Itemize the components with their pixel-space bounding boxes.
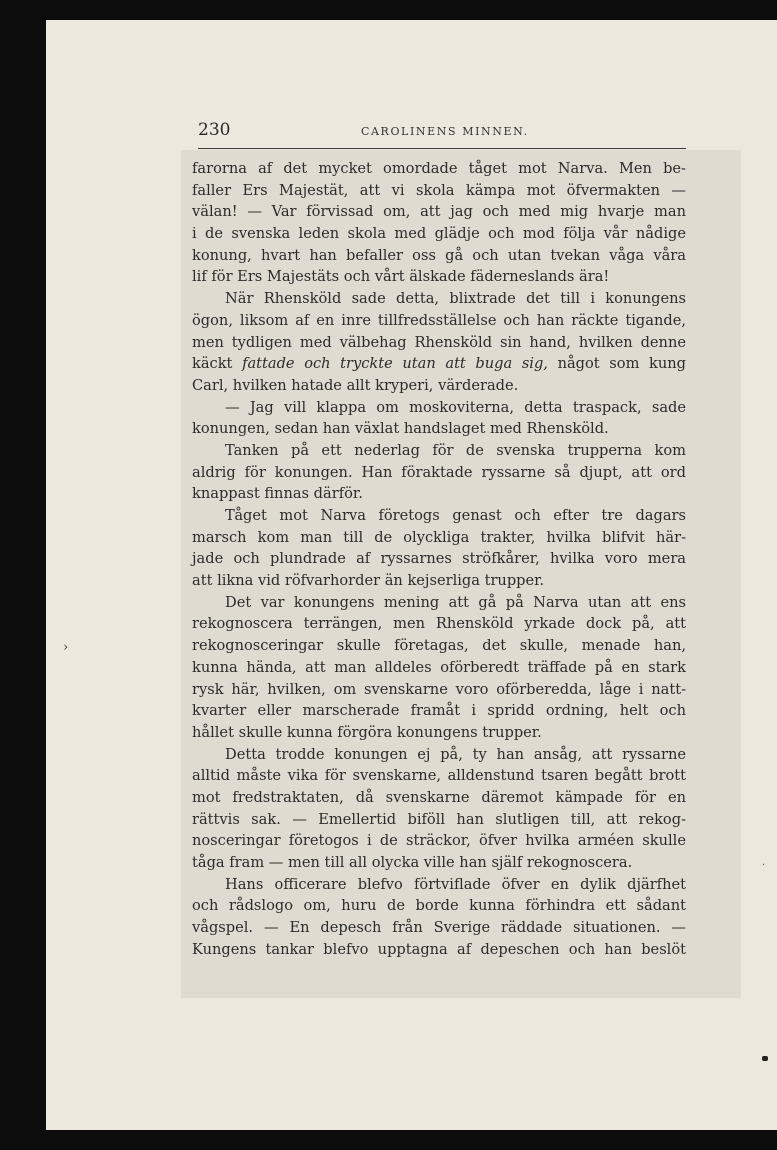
text-line: konung, hvart han befaller oss gå och utan tvekan våga våra	[192, 246, 686, 264]
page-header	[198, 120, 686, 149]
text-line: lif för Ers Majestäts och vårt älskade fäderneslands ära!	[192, 268, 610, 286]
text-line: Tåget mot Narva företogs genast och efter tre dagars	[225, 507, 686, 524]
text-line: i de svenska leden skola med glädje och mod följa vår nådige	[192, 225, 686, 243]
text-line: rättvis sak. — Emellertid biföll han slutligen till, att rekog-	[192, 810, 686, 828]
text-fragment: något som kung	[557, 355, 687, 373]
text-line: men tydligen med välbehag Rhensköld sin hand, hvilken denne	[192, 333, 686, 351]
book-page	[46, 20, 777, 1130]
text-line: marsch kom man till de olyckliga trakter, hvilka blifvit här-	[192, 528, 686, 546]
ink-blot-mark	[762, 1056, 768, 1061]
text-line-mixed	[192, 353, 686, 375]
text-line: farorna af det mycket omordade tåget mot Narva. Men be-	[192, 160, 686, 177]
body-text	[192, 158, 686, 960]
text-line: nosceringar företogos i de sträckor, öfver hvilka arméen skulle	[192, 832, 686, 850]
text-line: ögon, liksom af en inre tillfredsställelse och han räckte tigande,	[192, 311, 686, 329]
text-line: aldrig för konungen. Han föraktade ryssarne så djupt, att ord	[192, 463, 686, 481]
text-line: Detta trodde konungen ej på, ty han ansåg, att ryssarne	[225, 745, 686, 763]
text-line: faller Ers Majestät, att vi skola kämpa mot öfvermakten —	[192, 181, 686, 199]
text-line: kunna hända, att man alldeles oförberedt träffade på en stark	[192, 658, 686, 676]
italic-phrase: fattade och tryckte utan att buga sig,	[242, 355, 548, 373]
text-line: tåga fram — men till all olycka ville han själf rekognoscera.	[192, 854, 633, 871]
text-line: rysk här, hvilken, om svenskarne voro oförberedda, låge i natt-	[192, 680, 686, 698]
text-line: att likna vid röfvarhorder än kejserliga trupper.	[192, 572, 545, 590]
text-line: rekognosceringar skulle företagas, det skulle, menade han,	[192, 637, 686, 655]
page-number: 230	[198, 120, 231, 140]
text-line: Tanken på ett nederlag för de svenska trupperna kom	[225, 441, 686, 459]
text-fragment: käckt	[192, 355, 233, 373]
text-line: och rådslogo om, huru de borde kunna förhindra ett sådant	[192, 897, 686, 915]
text-line: hållet skulle kunna förgöra konungens trupper.	[192, 723, 542, 741]
text-line: När Rhensköld sade detta, blixtrade det till i konungens	[225, 290, 686, 308]
text-line: knappast finnas därför.	[192, 485, 363, 503]
margin-mark: ›	[63, 640, 69, 655]
text-line: mot fredstraktaten, då svenskarne däremot kämpade för en	[192, 788, 686, 806]
text-line: konungen, sedan han växlat handslaget med Rhensköld.	[192, 420, 609, 438]
text-line: Kungens tankar blefvo upptagna af depeschen och han beslöt	[192, 940, 686, 958]
text-line: kvarter eller marscherade framåt i spridd ordning, helt och	[192, 702, 686, 720]
text-line: välan! — Var förvissad om, att jag och med mig hvarje man	[192, 203, 686, 221]
ink-speck-mark: ·	[762, 860, 766, 871]
text-line: Hans officerare blefvo förtviflade öfver en dylik djärfhet	[225, 875, 686, 893]
running-title: CAROLINENS MINNEN.	[361, 125, 529, 138]
text-line: — Jag vill klappa om moskoviterna, detta traspack, sade	[225, 398, 686, 416]
text-line: jade och plundrade af ryssarnes ströfkårer, hvilka voro mera	[192, 550, 686, 568]
text-line: Det var konungens mening att gå på Narva utan att ens	[225, 593, 686, 611]
text-line: rekognoscera terrängen, men Rhensköld yrkade dock på, att	[192, 615, 686, 633]
text-line: Carl, hvilken hatade allt kryperi, värderade.	[192, 376, 519, 394]
text-line: vågspel. — En depesch från Sverige räddade situationen. —	[192, 919, 686, 937]
text-line: alltid måste vika för svenskarne, alldenstund tsaren begått brott	[192, 767, 686, 785]
